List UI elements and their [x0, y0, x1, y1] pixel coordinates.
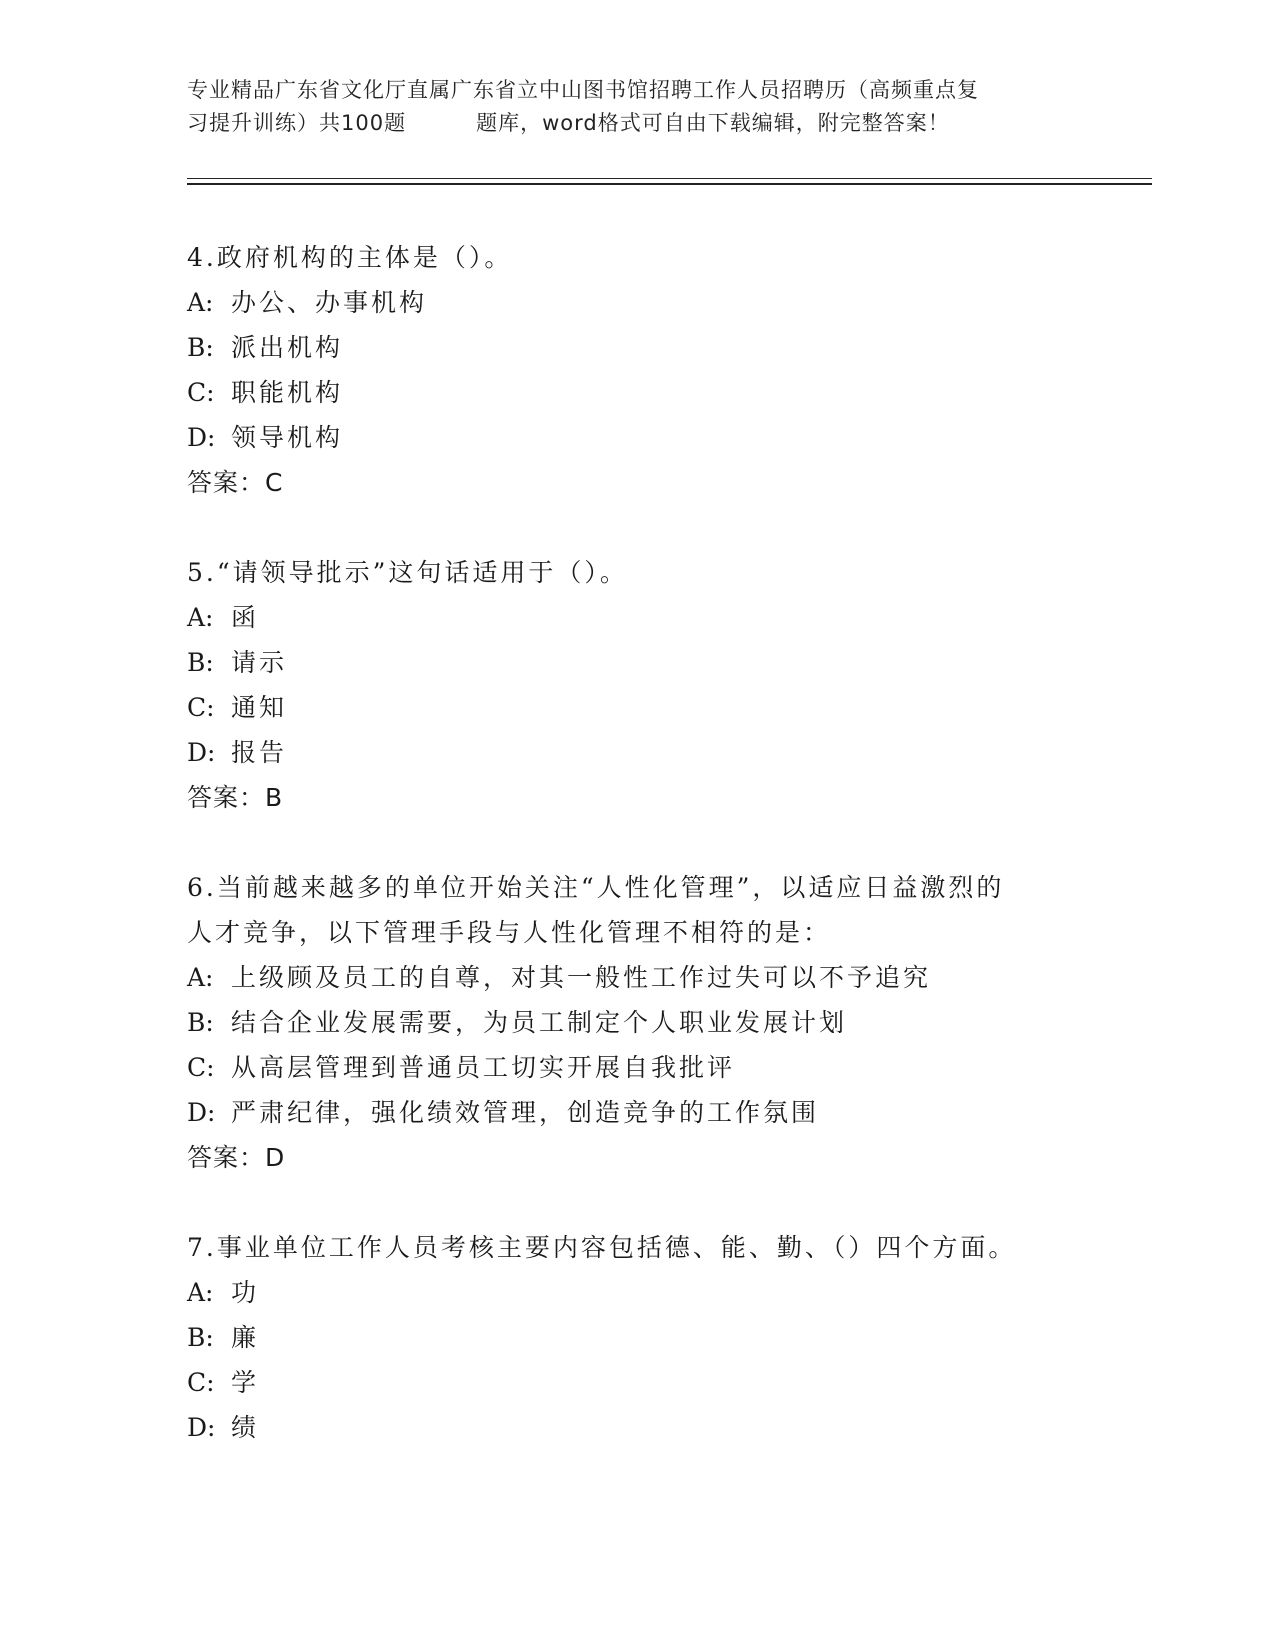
- option-letter: A:: [187, 963, 214, 992]
- option-text: 领导机构: [231, 423, 344, 452]
- question-text: 4.政府机构的主体是（）。: [187, 243, 513, 272]
- option-letter: B:: [187, 1323, 214, 1352]
- option-c: [187, 1360, 1147, 1405]
- option-letter: C:: [187, 693, 215, 722]
- option-text: 学: [231, 1368, 260, 1397]
- option-text: 结合企业发展需要，为员工制定个人职业发展计划: [231, 1008, 848, 1037]
- option-text: 从高层管理到普通员工切实开展自我批评: [231, 1053, 736, 1082]
- header-line-1: 专业精品广东省文化厅直属广东省立中山图书馆招聘工作人员招聘历（高频重点复: [187, 78, 979, 102]
- header-line-2-left: 习提升训练）共100题: [187, 111, 407, 135]
- option-d: [187, 730, 1147, 775]
- option-c: [187, 685, 1147, 730]
- option-letter: D:: [187, 1098, 216, 1127]
- option-text: 函: [231, 603, 260, 632]
- option-d: [187, 1405, 1147, 1450]
- option-letter: B:: [187, 333, 214, 362]
- document-header: [187, 74, 1087, 140]
- option-text: 功: [231, 1278, 260, 1307]
- option-a: [187, 1270, 1147, 1315]
- option-text: 职能机构: [231, 378, 344, 407]
- question-text: 7.事业单位工作人员考核主要内容包括德、能、勤、（）四个方面。: [187, 1233, 1017, 1262]
- option-b: [187, 1000, 1147, 1045]
- question-item: [187, 550, 1147, 820]
- option-text: 上级顾及员工的自尊，对其一般性工作过失可以不予追究: [231, 963, 932, 992]
- option-text: 绩: [231, 1413, 260, 1442]
- option-letter: D:: [187, 423, 216, 452]
- header-line-2: [187, 107, 1087, 140]
- option-c: [187, 1045, 1147, 1090]
- option-letter: A:: [187, 603, 214, 632]
- option-text: 请示: [231, 648, 288, 677]
- option-b: [187, 325, 1147, 370]
- header-divider-thick: [187, 183, 1152, 185]
- option-a: [187, 955, 1147, 1000]
- option-letter: B:: [187, 1008, 214, 1037]
- option-c: [187, 370, 1147, 415]
- question-item: [187, 865, 1147, 1180]
- option-text: 办公、办事机构: [231, 288, 428, 317]
- option-a: [187, 595, 1147, 640]
- option-text: 严肃纪律，强化绩效管理，创造竞争的工作氛围: [231, 1098, 820, 1127]
- option-text: 派出机构: [231, 333, 344, 362]
- option-b: [187, 1315, 1147, 1360]
- option-letter: A:: [187, 1278, 214, 1307]
- option-letter: C:: [187, 1053, 215, 1082]
- option-letter: A:: [187, 288, 214, 317]
- answer-text: 答案：D: [187, 1143, 286, 1172]
- question-list: [187, 235, 1147, 1495]
- header-line-2-right: 题库，word格式可自由下载编辑，附完整答案！: [476, 111, 950, 135]
- header-divider-thin: [187, 178, 1152, 179]
- question-text: 5.“请领导批示”这句话适用于（）。: [187, 558, 628, 587]
- question-item: [187, 1225, 1147, 1450]
- answer-text: 答案：B: [187, 783, 284, 812]
- option-letter: D:: [187, 1413, 216, 1442]
- option-d: [187, 1090, 1147, 1135]
- option-text: 报告: [231, 738, 288, 767]
- question-item: [187, 235, 1147, 505]
- option-b: [187, 640, 1147, 685]
- question-text-continued: 人才竞争，以下管理手段与人性化管理不相符的是：: [187, 918, 832, 947]
- option-text: 廉: [231, 1323, 260, 1352]
- option-letter: C:: [187, 1368, 215, 1397]
- option-text: 通知: [231, 693, 288, 722]
- option-a: [187, 280, 1147, 325]
- option-letter: D:: [187, 738, 216, 767]
- question-text: 6.当前越来越多的单位开始关注“人性化管理”，以适应日益激烈的: [187, 873, 1005, 902]
- answer-text: 答案：C: [187, 468, 284, 497]
- option-letter: B:: [187, 648, 214, 677]
- option-letter: C:: [187, 378, 215, 407]
- option-d: [187, 415, 1147, 460]
